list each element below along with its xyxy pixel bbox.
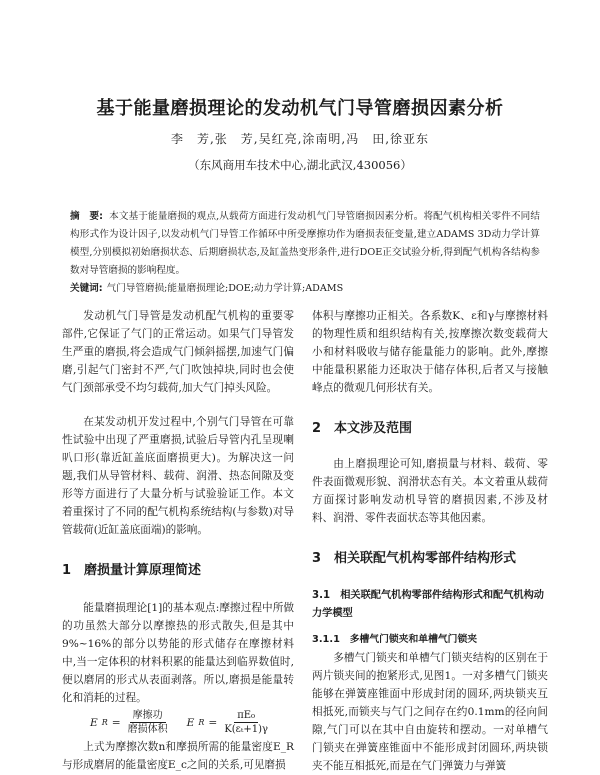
subsection-3-1-heading: 3.1 相关联配气机构零部件结构形式和配气机构动力学模型 [312, 590, 544, 619]
formula-subscript-1: R [101, 718, 108, 727]
abstract-text: 本文基于能量磨损的观点,从载荷方面进行发动机气门导管磨损因素分析。将配气机构相关零件不同结构形式作为设计因子,以发动机气门导管工作循环中所受摩擦功作为磨损表征变量,建立ADAMS 3D动力学计算模型,分别模拟初始磨损状态、后期磨损状态,及缸盖热变形条件,进行DOE正交试验分析,得到配气机构各结构参数对导管磨损的影响程度。 [70, 211, 540, 276]
formula-expression [187, 709, 271, 736]
formula-subscript-2: R [198, 718, 205, 727]
section-3-heading [312, 549, 548, 569]
subsection-3-1-1-paragraph: 多槽气门锁夹和单槽气门锁夹结构的区别在于两片锁夹间的抱紧形式,见图1。一对多槽气门锁夹能够在弹簧座锥面中形成封闭的圆环,两块锁夹互相抵死,而锁夹与气门之间存在约0.1mm的径向间隙,气门可以在其中自由旋转和摆动。一对单槽气门锁夹在弹簧座锥面中不能形成封闭圆环,两块锁夹不能互相抵死,而是在气门弹簧力与弹簧 [312, 652, 548, 772]
section-2-heading [312, 419, 548, 439]
abstract-label: 摘 要: [70, 211, 104, 222]
formula-definition [90, 709, 171, 736]
continued-paragraph: 体积与摩擦功正相关。各系数K、ε和γ与摩擦材料的物理性质和组织结构有关,按摩擦次数变载荷大小和材料吸收与储存能量能力的影响。此外,摩擦中能量积累能力还取决于储存体积,后者又与接触峰点的微观几何形状有关。 [312, 310, 548, 394]
section-3-number: 3 [312, 551, 322, 566]
keywords-label: 关键词: [70, 283, 103, 294]
formula-symbol-1: E [90, 716, 98, 729]
right-column [312, 307, 548, 775]
affiliation: （东风商用车技术中心,湖北武汉,430056） [188, 158, 412, 172]
author-list: 李 芳,张 芳,吴红亮,涂南明,冯 田,徐亚东 [170, 132, 430, 146]
section-3-title: 相关联配气机构零部件结构形式 [334, 551, 517, 566]
keywords [70, 280, 540, 298]
formula-denominator-2: K(εₜ+1)γ [224, 724, 268, 735]
energy-formula [90, 709, 294, 736]
section-1-paragraph-2: 上式为摩擦次数n和摩损所需的能量密度E_R与形成磨屑的能量密度E_c之间的关系,可见磨损 [62, 741, 294, 771]
formula-denominator-1: 磨损体积 [127, 724, 168, 735]
formula-numerator-1: 摩擦功 [130, 709, 166, 723]
formula-numerator-2: πE₀ [234, 709, 258, 723]
formula-symbol-2: E [186, 716, 195, 729]
left-column [62, 307, 294, 774]
formula-equals-2: = [208, 716, 218, 729]
section-1-title: 磨损量计算原理简述 [84, 563, 202, 578]
paper-title: 基于能量磨损理论的发动机气门导管磨损因素分析 [96, 98, 504, 119]
section-2-paragraph: 由上磨损理论可知,磨损量与材料、载荷、零件表面微观形貌、润滑状态有关。本文着重从载荷方面探讨影响发动机导管的磨损因素,不涉及材料、润滑、零件表面状态等其他因素。 [312, 458, 548, 524]
section-2-title: 本文涉及范围 [334, 421, 413, 436]
formula-fraction-2 [221, 709, 271, 736]
intro-paragraph-1: 发动机气门导管是发动机配气机构的重要零部件,它保证了气门的正常运动。如果气门导管发生严重的磨损,将会造成气门倾斜摇摆,加速气门偏磨,引起气门密封不严,气门吹蚀掉块,同时也会使气门颈部承受不均匀载荷,加大气门掉头风险。 [62, 310, 294, 394]
section-2-number: 2 [312, 421, 322, 436]
keywords-text: 气门导管磨损;能量磨损理论;DOE;动力学计算;ADAMS [106, 283, 344, 294]
formula-equals-1: = [111, 716, 121, 729]
section-1-heading [62, 561, 294, 581]
section-1-paragraph-1: 能量磨损理论[1]的基本观点:摩擦过程中所做的功虽然大部分以摩擦热的形式散失,但是其中9%~16%的部分以势能的形式储存在摩擦材料中,当一定体积的材料积累的能量达到临界数值时,便以磨屑的形式从表面剥落。所以,磨损是能量转化和消耗的过程。 [62, 602, 294, 704]
intro-paragraph-2: 在某发动机开发过程中,个别气门导管在可靠性试验中出现了严重磨损,试验后导管内孔呈现喇叭口形(靠近缸盖底面磨损更大)。为解决这一问题,我们从导管材料、载荷、润滑、热态间隙及变形等方面进行了大量分析与试验验证工作。本文着重探讨了不同的配气机构系统结构(与参数)对导管载荷(近缸盖底面端)的影响。 [62, 416, 294, 536]
abstract [70, 208, 540, 280]
subsection-3-1-1-heading: 3.1.1 多槽气门锁夹和单槽气门锁夹 [312, 634, 478, 645]
section-1-number: 1 [62, 563, 72, 578]
formula-fraction-1 [125, 709, 171, 736]
